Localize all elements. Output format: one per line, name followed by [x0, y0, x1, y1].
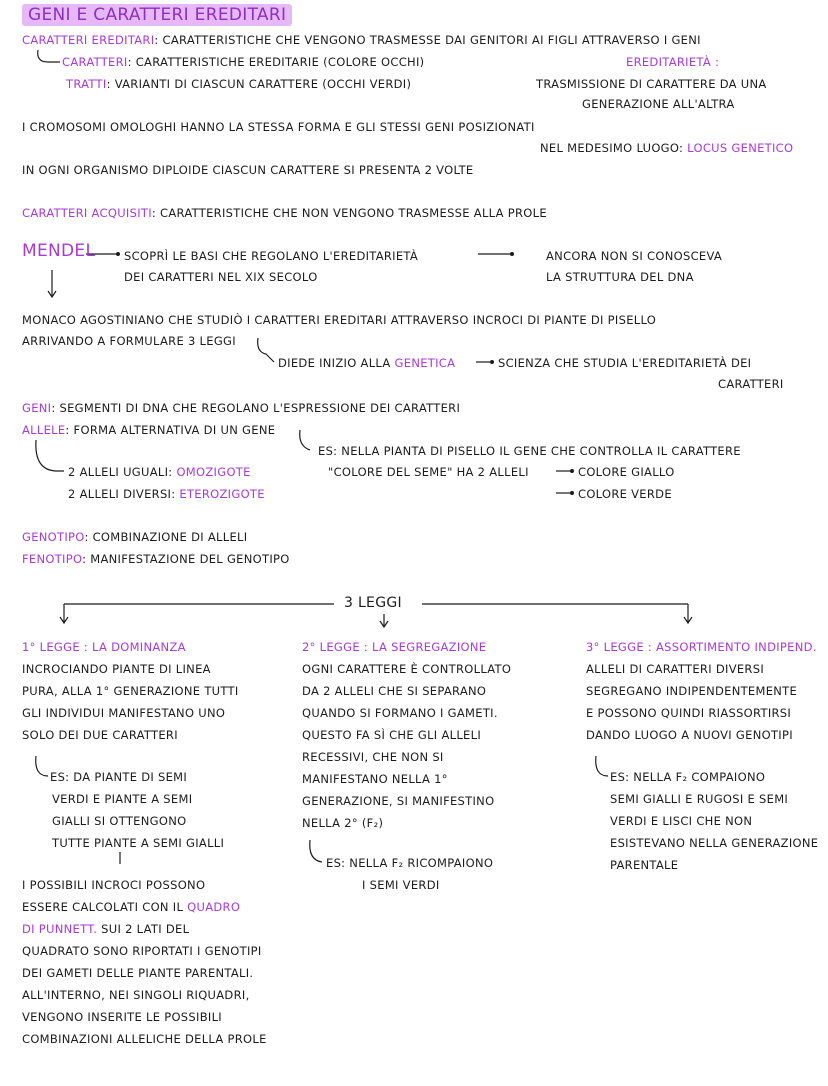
geni-text: : SEGMENTI DI DNA CHE REGOLANO L'ESPRESSIONE DEI CARATTERI: [51, 401, 461, 415]
legge-1-body: GLI INDIVIDUI MANIFESTANO UNO: [22, 706, 226, 720]
allele-es-2: "COLORE DEL SEME" HA 2 ALLELI: [328, 465, 529, 479]
punnett-line: VENGONO INSERITE LE POSSIBILI: [22, 1010, 222, 1024]
legge-1-body: PURA, ALLA 1° GENERAZIONE TUTTI: [22, 684, 239, 698]
alleli-diversi-text: 2 ALLELI DIVERSI:: [68, 487, 176, 501]
punnett-line: QUADRATO SONO RIPORTATI I GENOTIPI: [22, 944, 262, 958]
omozigote-term: OMOZIGOTE: [176, 465, 251, 479]
legge-2-title: 2° LEGGE : LA SEGREGAZIONE: [302, 640, 487, 654]
di-punnett-term: DI PUNNETT.: [22, 922, 98, 936]
caratteri-term: CARATTERI: [62, 55, 128, 69]
legge-3-es: ESISTEVANO NELLA GENERAZIONE: [610, 836, 819, 850]
geni-term: GENI: [22, 401, 52, 415]
legge-1-body: INCROCIANDO PIANTE DI LINEA: [22, 662, 211, 676]
locus-genetico: LOCUS GENETICO: [687, 141, 794, 155]
caratteri-ereditari-def: [22, 33, 701, 47]
fenotipo-term: FENOTIPO: [22, 552, 83, 566]
punnett-line: ALL'INTERNO, NEI SINGOLI RIQUADRI,: [22, 988, 250, 1002]
tratti-text: : VARIANTI DI CIASCUN CARATTERE (OCCHI VERDI): [106, 77, 412, 91]
mendel-line-2: DEI CARATTERI NEL XIX SECOLO: [124, 270, 318, 284]
scienza-line: SCIENZA CHE STUDIA L'EREDITARIETÀ DEI: [498, 356, 752, 370]
legge-3-body: E POSSONO QUINDI RIASSORTIRSI: [586, 706, 792, 720]
allele-text: : FORMA ALTERNATIVA DI UN GENE: [65, 423, 276, 437]
legge-3-es: SEMI GIALLI E RUGOSI E SEMI: [610, 792, 789, 806]
punnett-line: COMBINAZIONI ALLELICHE DELLA PROLE: [22, 1032, 267, 1046]
legge-2-es: ES: NELLA F₂ RICOMPAIONO: [326, 856, 494, 870]
legge-2-body: QUANDO SI FORMANO I GAMETI.: [302, 706, 498, 720]
legge-3-es: VERDI E LISCI CHE NON: [610, 814, 753, 828]
legge-3-body: ALLELI DI CARATTERI DIVERSI: [586, 662, 765, 676]
tratti-def: [66, 77, 411, 91]
legge-1-es: GIALLI SI OTTENGONO: [52, 814, 187, 828]
leggi-header: 3 LEGGI: [344, 595, 402, 611]
quadro-term: QUADRO: [187, 900, 241, 914]
legge-2-body: DA 2 ALLELI CHE SI SEPARANO: [302, 684, 487, 698]
monaco-line-1: MONACO AGOSTINIANO CHE STUDIÒ I CARATTERI EREDITARI ATTRAVERSO INCROCI DI PIANTE DI PISELLO: [22, 313, 657, 327]
punnett-line: DEI GAMETI DELLE PIANTE PARENTALI.: [22, 966, 254, 980]
legge-1-es: VERDI E PIANTE A SEMI: [52, 792, 193, 806]
punnett-text: SUI 2 LATI DEL: [97, 922, 190, 936]
caratteri-acquisiti-text: : CARATTERISTICHE CHE NON VENGONO TRASMESSE ALLA PROLE: [151, 206, 547, 220]
cromosomi-line-2: [540, 141, 793, 155]
alleli-uguali: [68, 465, 251, 479]
allele-es-1: ES: NELLA PIANTA DI PISELLO IL GENE CHE CONTROLLA IL CARATTERE: [318, 444, 741, 458]
alleli-uguali-text: 2 ALLELI UGUALI:: [68, 465, 173, 479]
punnett-line: [22, 922, 189, 936]
fenotipo-def: [22, 552, 290, 566]
caratteri-ereditari-text: : CARATTERISTICHE CHE VENGONO TRASMESSE DAI GENITORI AI FIGLI ATTRAVERSO I GENI: [154, 33, 701, 47]
scienza-caratteri: CARATTERI: [718, 377, 784, 391]
legge-3-es: ES: NELLA F₂ COMPAIONO: [610, 770, 766, 784]
legge-3-body: DANDO LUOGO A NUOVI GENOTIPI: [586, 728, 793, 742]
mendel-side-2: LA STRUTTURA DEL DNA: [546, 270, 694, 284]
legge-1-body: SOLO DEI DUE CARATTERI: [22, 728, 178, 742]
caratteri-acquisiti-term: CARATTERI ACQUISITI: [22, 206, 152, 220]
ereditarieta-def-2: GENERAZIONE ALL'ALTRA: [582, 97, 735, 111]
mendel-side-1: ANCORA NON SI CONOSCEVA: [546, 249, 723, 263]
page-title: GENI E CARATTERI EREDITARI: [22, 8, 292, 22]
legge-3-body: SEGREGANO INDIPENDENTEMENTE: [586, 684, 798, 698]
caratteri-def: [62, 55, 424, 69]
legge-2-body: GENERAZIONE, SI MANIFESTINO: [302, 794, 495, 808]
allele-term: ALLELE: [22, 423, 66, 437]
tratti-term: TRATTI: [66, 77, 107, 91]
punnett-line: I POSSIBILI INCROCI POSSONO: [22, 878, 206, 892]
caratteri-acquisiti-def: [22, 206, 547, 220]
punnett-line: [22, 900, 240, 914]
genotipo-text: : COMBINAZIONE DI ALLELI: [84, 530, 248, 544]
ereditarieta-def-1: TRASMISSIONE DI CARATTERE DA UNA: [536, 77, 767, 91]
legge-3-es: PARENTALE: [610, 858, 679, 872]
mendel-line-1: SCOPRÌ LE BASI CHE REGOLANO L'EREDITARIETÀ: [124, 249, 419, 263]
mendel-title: MENDEL: [22, 241, 96, 261]
eterozigote-term: ETEROZIGOTE: [179, 487, 265, 501]
diploide-line: IN OGNI ORGANISMO DIPLOIDE CIASCUN CARATTERE SI PRESENTA 2 VOLTE: [22, 163, 474, 177]
genotipo-term: GENOTIPO: [22, 530, 85, 544]
genetica-term: GENETICA: [394, 356, 456, 370]
legge-2-body: RECESSIVI, CHE NON SI: [302, 750, 444, 764]
alleli-diversi: [68, 487, 265, 501]
diede-text: DIEDE INIZIO ALLA: [278, 356, 391, 370]
legge-3-title: 3° LEGGE : ASSORTIMENTO INDIPEND.: [586, 640, 817, 654]
genetica-line: [278, 356, 455, 370]
legge-2-body: OGNI CARATTERE È CONTROLLATO: [302, 662, 512, 676]
caratteri-ereditari-term: CARATTERI EREDITARI: [22, 33, 155, 47]
legge-1-es: ES: DA PIANTE DI SEMI: [50, 770, 188, 784]
allele-def: [22, 423, 275, 437]
colore-giallo: COLORE GIALLO: [578, 465, 675, 479]
legge-2-body: NELLA 2° (F₂): [302, 816, 384, 830]
caratteri-text: : CARATTERISTICHE EREDITARIE (COLORE OCCHI): [127, 55, 425, 69]
punnett-text: ESSERE CALCOLATI CON IL: [22, 900, 184, 914]
monaco-line-2: ARRIVANDO A FORMULARE 3 LEGGI: [22, 334, 236, 348]
legge-2-body: QUESTO FA SÌ CHE GLI ALLELI: [302, 728, 482, 742]
geni-def: [22, 401, 460, 415]
legge-1-title: 1° LEGGE : LA DOMINANZA: [22, 640, 186, 654]
fenotipo-text: : MANIFESTAZIONE DEL GENOTIPO: [82, 552, 290, 566]
legge-2-body: MANIFESTANO NELLA 1°: [302, 772, 448, 786]
cromosomi-line-1: I CROMOSOMI OMOLOGHI HANNO LA STESSA FORMA E GLI STESSI GENI POSIZIONATI: [22, 120, 535, 134]
ereditarieta-term: EREDITARIETÀ :: [626, 55, 720, 69]
legge-1-es: TUTTE PIANTE A SEMI GIALLI: [52, 836, 225, 850]
genotipo-def: [22, 530, 247, 544]
colore-verde: COLORE VERDE: [578, 487, 672, 501]
legge-2-es: I SEMI VERDI: [362, 878, 440, 892]
cromosomi-line-2-text: NEL MEDESIMO LUOGO:: [540, 141, 684, 155]
